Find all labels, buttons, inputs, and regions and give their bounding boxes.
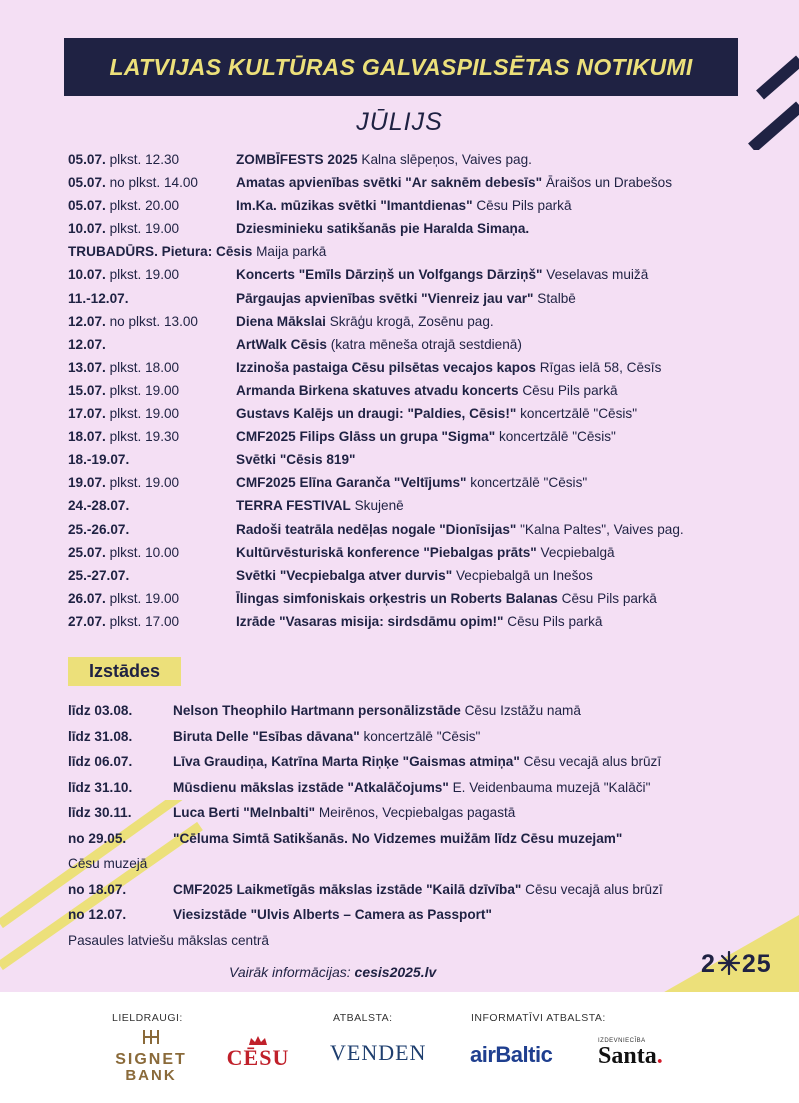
event-row: 05.07. no plkst. 14.00 Amatas apvienības svētki "Ar saknēm debesīs" Āraišos un Drabešos [68,175,673,191]
event-row: 05.07. plkst. 12.30 ZOMBĪFESTS 2025 Kalna slēpeņos, Vaives pag. [68,152,532,167]
event-row: 25.-27.07. Svētki "Vecpiebalga atver durvis" Vecpiebalgā un Inešos [68,567,593,583]
exhibition-row-continued: Cēsu muzejā [68,856,148,871]
exhibition-row: līdz 06.07. Līva Graudiņa, Katrīna Marta Riņķe "Gaismas atmiņa" Cēsu vecajā alus brūzī [68,754,662,769]
exhibition-row: līdz 30.11. Luca Berti "Melnbalti" Meirēnos, Vecpiebalgas pagastā [68,805,516,820]
event-row: 10.07. plkst. 19.00 Dziesminieku satikšanās pie Haralda Simaņa. [68,221,530,237]
event-row: 18.-19.07. Svētki "Cēsis 819" [68,452,356,468]
event-row: 19.07. plkst. 19.00 CMF2025 Elīna Garanča "Veltījums" koncertzālē "Cēsis" [68,475,588,491]
year-logo: 2 25 [701,950,772,978]
event-list [68,148,788,633]
event-row: 18.07. plkst. 19.30 CMF2025 Filips Glāss un grupa "Sigma" koncertzālē "Cēsis" [68,429,616,445]
support-label: ATBALSTA: [333,1012,393,1024]
event-row: 24.-28.07. TERRA FESTIVAL Skujenē [68,498,404,514]
cesu-alus-logo: CĒSU [218,1036,298,1076]
event-row: 15.07. plkst. 19.00 Armanda Birkena skatuves atvadu koncerts Cēsu Pils parkā [68,382,618,398]
event-row: 26.07. plkst. 19.00 Īlingas simfoniskais orķestris un Roberts Balanas Cēsu Pils parkā [68,590,657,606]
event-row: 12.07. no plkst. 13.00 Diena Mākslai Skrāģu krogā, Zosēnu pag. [68,313,494,329]
event-row: 25.-26.07. Radoši teatrāla nedēļas nogale "Dionīsijas" "Kalna Paltes", Vaives pag. [68,521,684,537]
event-row: 27.07. plkst. 17.00 Izrāde "Vasaras misija: sirdsdāmu opim!" Cēsu Pils parkā [68,613,603,629]
exhibition-row: no 12.07. Viesizstāde "Ulvis Alberts – Camera as Passport" [68,907,492,922]
website-link[interactable]: cesis2025.lv [354,964,437,980]
page-title: LATVIJAS KULTŪRAS GALVASPILSĒTAS NOTIKUMI [64,38,738,96]
exhibition-row: no 18.07. CMF2025 Laikmetīgās mākslas izstāde "Kailā dzīvība" Cēsu vecajā alus brūzī [68,881,663,897]
event-row: 17.07. plkst. 19.00 Gustavs Kalējs un draugi: "Paldies, Cēsis!" koncertzālē "Cēsis" [68,406,638,422]
event-row: 05.07. plkst. 20.00 Im.Ka. mūzikas svētki "Imantdienas" Cēsu Pils parkā [68,198,572,214]
event-row: 25.07. plkst. 10.00 Kultūrvēsturiskā konference "Piebalgas prāts" Vecpiebalgā [68,544,615,560]
sun-star-icon [718,951,740,975]
exhibitions-heading: Izstādes [68,657,181,686]
exhibition-row: no 29.05. "Cēluma Simtā Satikšanās. No Vidzemes muižām līdz Cēsu muzejam" [68,830,623,846]
sponsor-footer [0,992,799,1103]
more-info: Vairāk informācijas: cesis2025.lv [229,964,437,980]
event-row: 13.07. plkst. 18.00 Izzinoša pastaiga Cēsu pilsētas vecajos kapos Rīgas ielā 58, Cēsīs [68,359,662,375]
exhibition-row-continued: Pasaules latviešu mākslas centrā [68,932,269,948]
venden-logo: VENDEN [330,1040,427,1065]
exhibition-row: līdz 31.10. Mūsdienu mākslas izstāde "Atkalāčojums" E. Veidenbauma muzejā "Kalāči" [68,779,651,795]
info-support-label: INFORMATĪVI ATBALSTA: [471,1012,606,1024]
month-heading: JŪLIJS [356,108,443,136]
signet-mark-icon [141,1028,161,1046]
event-row-continued: TRUBADŪRS. Pietura: Cēsis Maija parkā [68,244,327,260]
event-row: 11.-12.07. Pārgaujas apvienības svētki "Vienreiz jau var" Stalbē [68,290,576,306]
airbaltic-logo: airBaltic [470,1042,553,1067]
exhibition-row: līdz 31.08. Biruta Delle "Esības dāvana" koncertzālē "Cēsis" [68,728,481,744]
event-row: 10.07. plkst. 19.00 Koncerts "Emīls Dārziņš un Volfgangs Dārziņš" Veselavas muižā [68,267,649,283]
santa-logo: IZDEVNIECĪBA Santa. [598,1038,663,1069]
event-row: 12.07. ArtWalk Cēsis (katra mēneša otrajā sestdienā) [68,336,522,352]
signet-bank-logo: SIGNET BANK [110,1028,192,1084]
partners-label: LIELDRAUGI: [112,1012,183,1024]
exhibition-row: līdz 03.08. Nelson Theophilo Hartmann personālizstāde Cēsu Izstāžu namā [68,703,581,718]
